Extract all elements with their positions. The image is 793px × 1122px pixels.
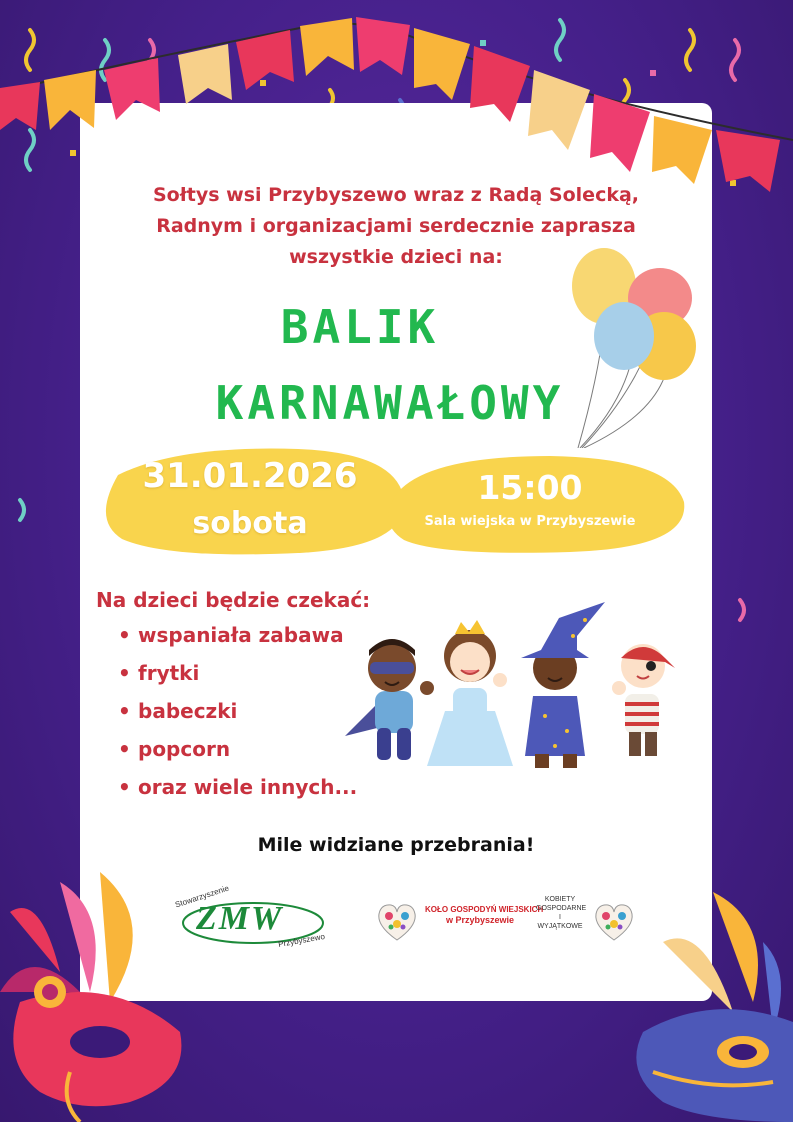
kgi-line-1: KOBIETY <box>544 896 576 903</box>
pirate-kid <box>612 644 675 756</box>
bunting-garland <box>0 0 793 200</box>
event-time: 15:00 <box>477 468 583 507</box>
kgw-line-1: KOŁO GOSPODYŃ WIEJSKICH <box>425 905 544 914</box>
event-day: sobota <box>192 506 308 541</box>
heart-logo-icon <box>375 900 419 944</box>
kgi-logo-text <box>536 895 587 931</box>
list-item: • oraz wiele innych... <box>118 772 357 810</box>
list-item: • popcorn <box>118 734 357 772</box>
costume-note: Mile widziane przebrania! <box>257 834 535 856</box>
event-time-block <box>395 468 665 532</box>
kgi-line-3: I WYJĄTKOWE <box>537 914 583 930</box>
event-date-block <box>115 455 385 545</box>
event-date: 31.01.2026 <box>142 456 358 496</box>
event-place: Sala wiejska w Przybyszewie <box>424 514 636 529</box>
princess-kid <box>427 620 513 766</box>
attractions-heading: Na dzieci będzie czekać: <box>96 588 371 612</box>
event-title-line-1: BALIK <box>280 300 440 354</box>
list-item: • wspaniała zabawa <box>118 620 357 658</box>
kgi-line-2: GOSPODARNE <box>536 905 587 912</box>
intro-line-1: Sołtys wsi Przybyszewo wraz z Radą Solecką, <box>152 184 640 206</box>
costumed-kids-illustration <box>345 596 695 771</box>
carnival-mask-left <box>0 852 200 1122</box>
superhero-kid <box>345 639 434 760</box>
zmw-bottom-text: Przybyszewo <box>277 931 326 950</box>
intro-line-3: wszystkie dzieci na: <box>289 246 503 268</box>
zmw-main-text: ZMW <box>196 900 284 937</box>
list-item: • frytki <box>118 658 357 696</box>
intro-line-2: Radnym i organizacjami serdecznie zaprasza <box>156 215 636 237</box>
zmw-top-text: Stowarzyszenie <box>173 883 231 910</box>
event-title-line-2: KARNAWAŁOWY <box>215 376 565 430</box>
carnival-mask-right <box>623 882 793 1122</box>
wizard-kid <box>521 602 605 768</box>
attractions-list <box>118 620 357 810</box>
list-item: • babeczki <box>118 696 357 734</box>
kgw-line-2: w Przybyszewie <box>445 915 515 925</box>
kgw-logo-text <box>425 904 544 926</box>
